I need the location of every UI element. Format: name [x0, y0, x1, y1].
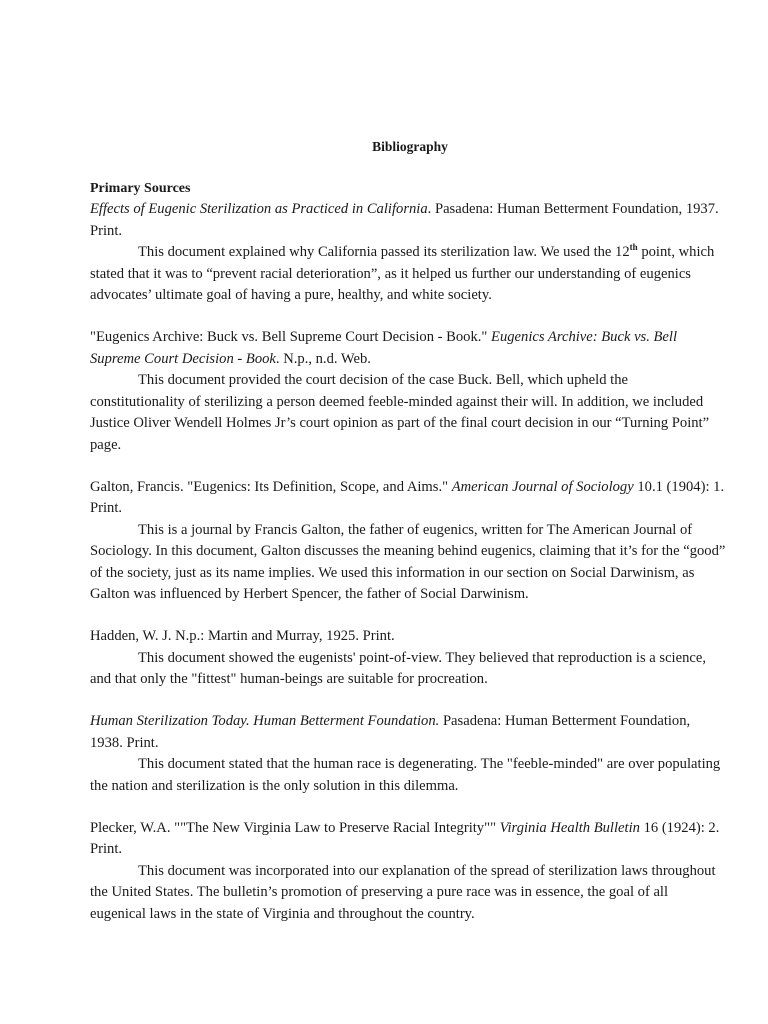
bibliography-entry: [90, 327, 726, 456]
entry-annotation: This is a journal by Francis Galton, the father of eugenics, written for The American Journal of Sociology. In this document, Galton discusses the meaning behind eugenics, claiming that it’s for the “good” of the society, just as its name implies. We used this information in our section on Social Darwinism, as Galton was influenced by Herbert Spencer, the father of Social Darwinism.: [90, 521, 726, 602]
citation-source: Virginia Health Bulletin: [499, 819, 640, 836]
entry-annotation: [90, 242, 726, 307]
entry-citation: [90, 199, 726, 242]
entry-citation: [90, 711, 726, 754]
bibliography-entry: [90, 711, 726, 797]
citation-publication: . Pasadena: Human Betterment Foundation, 1937. Print.: [90, 201, 719, 239]
citation-publication: . N.p., n.d. Web.: [275, 350, 371, 367]
annotation-text-continued: point, which stated that it was to “prevent racial deterioration”, as it helped us further our understanding of eugenics advocates’ ultimate goal of having a pure, healthy, and white society.: [90, 244, 715, 303]
annotation-text: This document explained why California passed its sterilization law. We used the 12: [138, 244, 630, 260]
entry-citation: Hadden, W. J. N.p.: Martin and Murray, 1925. Print.: [90, 628, 395, 644]
citation-title: Effects of Eugenic Sterilization as Practiced in California: [90, 201, 428, 217]
entry-annotation: This document was incorporated into our explanation of the spread of sterilization laws throughout the United States. The bulletin’s promotion of preserving a pure race was in essence, the goal of all eugenical laws in the state of Virginia and throughout the country.: [90, 862, 716, 922]
citation-author-title: Galton, Francis. "Eugenics: Its Definition, Scope, and Aims.": [90, 478, 452, 495]
entry-annotation: This document provided the court decision of the case Buck. Bell, which upheld the constitutionality of sterilizing a person deemed feeble-minded against their will. In addition, we included Justice Oliver Wendell Holmes Jr’s court opinion as part of the final court decision in our “Turning Point” page.: [90, 372, 710, 453]
citation-publication: 10.1 (1904): 1. Print.: [90, 478, 725, 516]
citation-author-title: Plecker, W.A. ""The New Virginia Law to Preserve Racial Integrity"": [90, 819, 500, 836]
bibliography-entry: [90, 818, 726, 926]
citation-source: American Journal of Sociology: [451, 478, 634, 495]
citation-publication: Pasadena: Human Betterment Foundation, 1938. Print.: [90, 713, 691, 751]
citation-author-title: "Eugenics Archive: Buck vs. Bell Supreme Court Decision - Book.": [90, 329, 492, 345]
entry-annotation: This document showed the eugenists' point-of-view. They believed that reproduction is a science, and that only the "fittest" human-beings are suitable for procreation.: [90, 649, 706, 687]
bibliography-entry: [90, 199, 726, 307]
citation-source: Eugenics Archive: Buck vs. Bell Supreme Court Decision - Book: [90, 329, 678, 367]
entry-citation: [90, 327, 726, 370]
entry-annotation: This document stated that the human race is degenerating. The "feeble-minded" are over populating the nation and sterilization is the only solution in this dilemma.: [90, 756, 721, 794]
ordinal-superscript: th: [629, 242, 638, 252]
section-heading: Primary Sources: [90, 180, 191, 196]
page-title: Bibliography: [372, 139, 448, 154]
entry-citation: [90, 477, 726, 520]
document-page: [90, 136, 726, 946]
entry-citation: [90, 818, 726, 861]
bibliography-entry: [90, 626, 726, 691]
bibliography-entry: [90, 477, 726, 606]
citation-title: Human Sterilization Today. Human Betterment Foundation.: [90, 713, 440, 729]
citation-publication: 16 (1924): 2. Print.: [90, 819, 720, 857]
